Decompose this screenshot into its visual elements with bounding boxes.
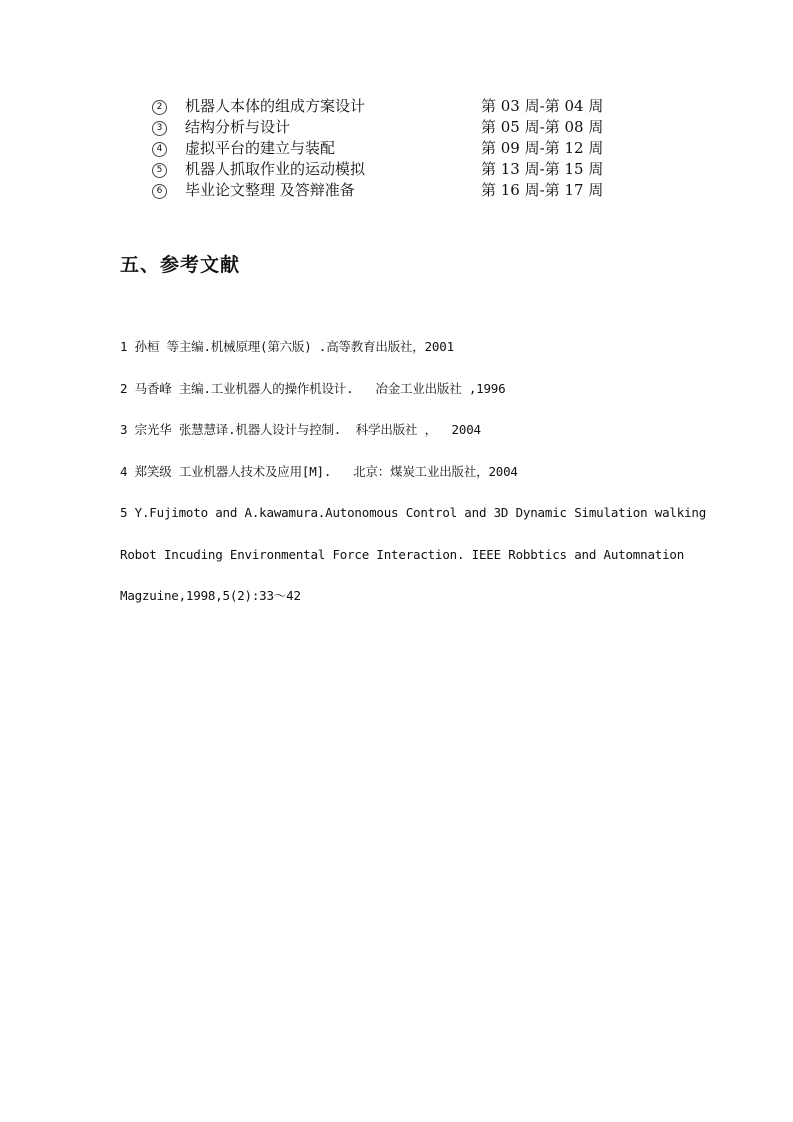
schedule-row [152,117,632,138]
reference-list [120,336,707,627]
circled-number: 2 [152,100,167,115]
schedule-weeks: 第 05 周-第 08 周 [481,118,604,136]
reference-entry-line: Robot Incuding Environmental Force Interaction. IEEE Robbtics and Automnation [120,546,685,562]
schedule-task: 毕业论文整理 及答辩准备 [185,181,355,199]
schedule-weeks: 第 03 周-第 04 周 [481,97,604,115]
schedule-task: 结构分析与设计 [185,118,291,136]
schedule-row [152,180,632,201]
circled-number: 6 [152,184,167,199]
schedule-task: 机器人本体的组成方案设计 [185,97,366,115]
schedule-row [152,96,632,117]
reference-entry: 2 马香峰 主编.工业机器人的操作机设计. 冶金工业出版社 ,1996 [120,380,506,396]
reference-entry-line: Magzuine,1998,5(2):33～42 [120,588,301,603]
schedule-row [152,159,632,180]
reference-entry: 3 宗光华 张慧慧译.机器人设计与控制. 科学出版社 ， 2004 [120,422,481,437]
circled-number: 3 [152,121,167,136]
circled-number: 5 [152,163,167,178]
reference-entry-line: 5 Y.Fujimoto and A.kawamura.Autonomous Control and 3D Dynamic Simulation walking [120,505,707,520]
schedule-weeks: 第 13 周-第 15 周 [481,160,604,178]
schedule-weeks: 第 09 周-第 12 周 [481,139,604,157]
schedule-list [152,96,632,201]
reference-entry: 4 郑笑级 工业机器人技术及应用[M]. 北京：煤炭工业出版社，2004 [120,463,518,479]
section-heading: 五、参考文献 [120,254,241,276]
reference-entry: 1 孙桓 等主编.机械原理(第六版) .高等教育出版社，2001 [120,339,454,354]
schedule-task: 机器人抓取作业的运动模拟 [185,160,366,178]
circled-number: 4 [152,142,167,157]
schedule-row [152,138,632,159]
schedule-weeks: 第 16 周-第 17 周 [481,181,604,199]
schedule-task: 虚拟平台的建立与装配 [185,139,336,157]
